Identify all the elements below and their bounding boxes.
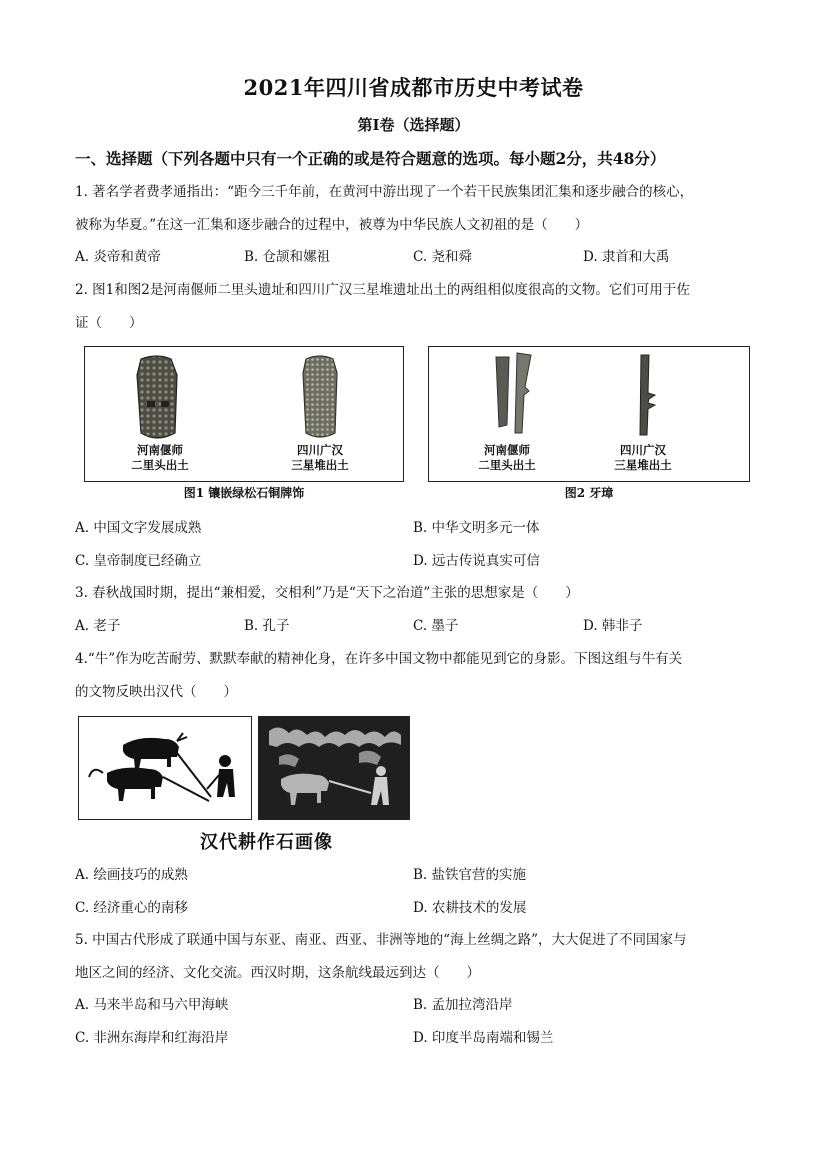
question-5-option-b: B. 孟加拉湾沿岸	[413, 997, 513, 1013]
question-5-line-1: 5. 中国古代形成了联通中国与东亚、南亚、西亚、非洲等地的“海上丝绸之路”，大大促进了不同国家与	[75, 932, 687, 948]
question-1-option-a: A. 炎帝和黄帝	[75, 249, 161, 265]
question-4-option-b: B. 盐铁官营的实施	[413, 867, 527, 883]
figure-3-caption: 汉代耕作石画像	[200, 832, 333, 853]
figure-2-caption: 图2 牙璋	[564, 486, 614, 500]
question-2-option-b: B. 中华文明多元一体	[413, 520, 540, 536]
question-2-option-d: D. 远古传说真实可信	[413, 553, 540, 569]
question-4-line-2: 的文物反映出汉代（ ）	[75, 684, 237, 700]
figure-2-right-label: 四川广汉 三星堆出土	[614, 443, 672, 472]
question-3-option-c: C. 墨子	[413, 618, 459, 634]
ox-ploughing-rubbing	[258, 716, 410, 820]
question-1-line-2: 被称为华夏。”在这一汇集和逐步融合的过程中，被尊为中华民族人文初祖的是（ ）	[75, 217, 589, 233]
question-2-option-a: A. 中国文字发展成熟	[75, 520, 202, 536]
question-1-option-b: B. 仓颉和嫘祖	[244, 249, 331, 265]
question-2-option-c: C. 皇帝制度已经确立	[75, 553, 202, 569]
question-4-option-d: D. 农耕技术的发展	[413, 900, 527, 916]
figure-2-photo	[428, 346, 750, 482]
question-2-line-2: 证（ ）	[75, 315, 143, 331]
figure-1-left-label: 河南偃师 二里头出土	[131, 443, 189, 472]
part-heading: 第Ⅰ卷（选择题）	[357, 116, 470, 134]
ox-ploughing-drawing	[78, 716, 252, 820]
section-heading: 一、选择题（下列各题中只有一个正确的或是符合题意的选项。每小题2分，共48分）	[75, 149, 666, 168]
question-3-line-1: 3. 春秋战国时期，提出“兼相爱，交相利”乃是“天下之治道”主张的思想家是（ ）	[75, 585, 579, 601]
question-1-line-1: 1. 著名学者费孝通指出：“距今三千年前，在黄河中游出现了一个若干民族集团汇集和逐步融合的核心，	[75, 184, 694, 200]
question-5-line-2: 地区之间的经济、文化交流。西汉时期，这条航线最远到达（ ）	[75, 965, 480, 981]
question-4-option-c: C. 经济重心的南移	[75, 900, 188, 916]
figure-1-caption: 图1 镶嵌绿松石铜牌饰	[183, 486, 305, 500]
question-1-option-c: C. 尧和舜	[413, 249, 472, 265]
question-3-option-d: D. 韩非子	[583, 618, 643, 634]
question-4-option-a: A. 绘画技巧的成熟	[75, 867, 188, 883]
stone-rubbing-image	[259, 717, 409, 819]
figure-1-right-label: 四川广汉 三星堆出土	[291, 443, 349, 472]
question-3-option-b: B. 孔子	[244, 618, 290, 634]
question-3-option-a: A. 老子	[75, 618, 121, 634]
question-5-option-d: D. 印度半岛南端和锡兰	[413, 1030, 554, 1046]
question-5-option-c: C. 非洲东海岸和红海沿岸	[75, 1030, 229, 1046]
ox-plough-line-drawing	[79, 717, 251, 819]
question-2-line-1: 2. 图1和图2是河南偃师二里头遗址和四川广汉三星堆遗址出土的两组相似度很高的文物。它们可用于佐	[75, 282, 690, 298]
figure-1-photo	[84, 346, 404, 482]
question-4-line-1: 4.“牛”作为吃苦耐劳、默默奉献的精神化身，在许多中国文物中都能见到它的身影。下图这组与牛有关	[75, 651, 683, 667]
figure-2-left-label: 河南偃师 二里头出土	[478, 443, 536, 472]
page-title: 2021年四川省成都市历史中考试卷	[243, 75, 584, 100]
question-1-option-d: D. 隶首和大禹	[583, 249, 670, 265]
question-5-option-a: A. 马来半岛和马六甲海峡	[75, 997, 229, 1013]
